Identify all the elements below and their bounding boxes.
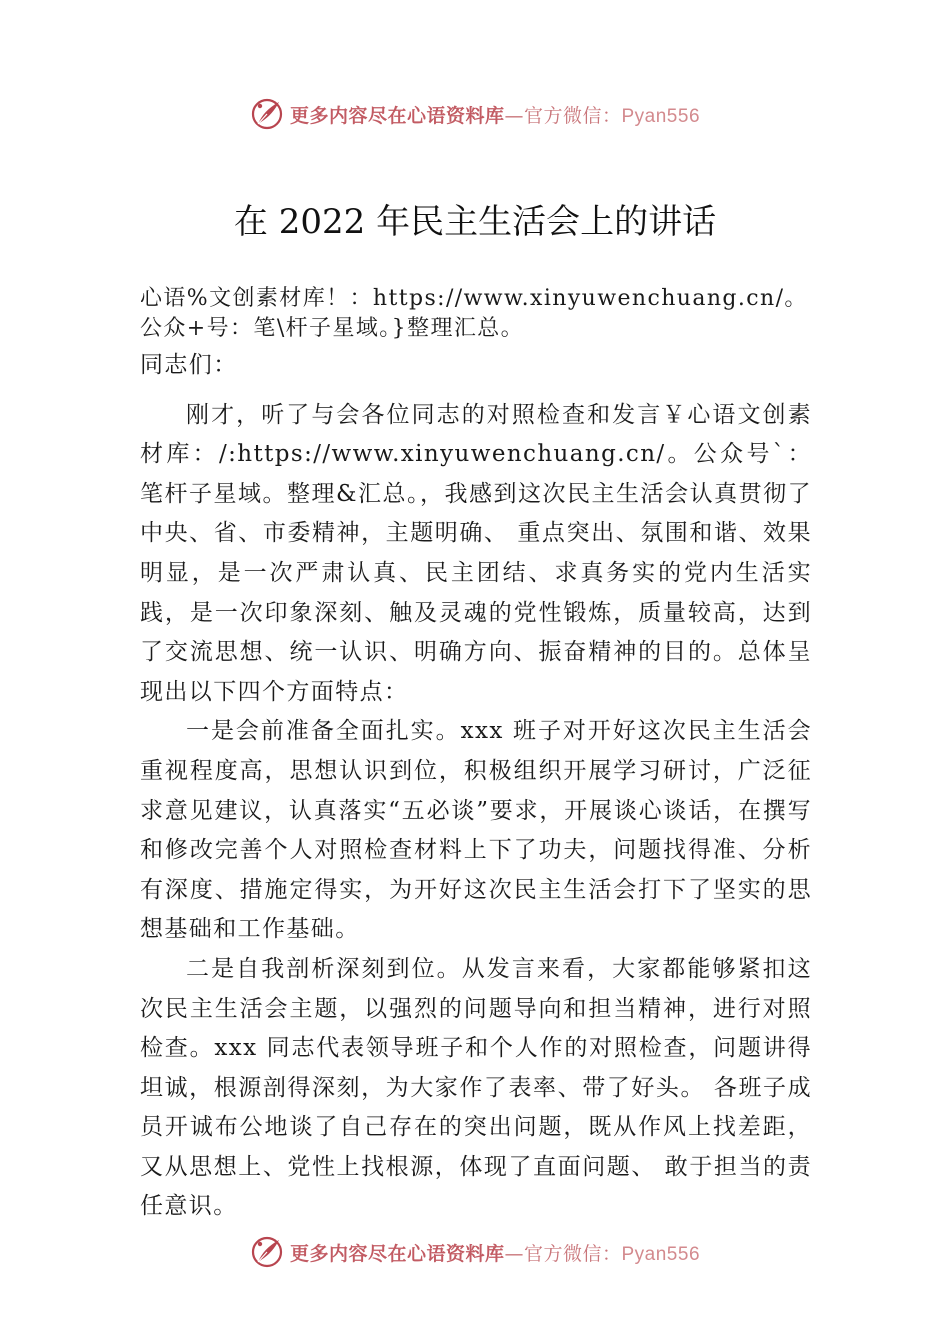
banner-wechat-label: 官方微信： [523, 104, 622, 127]
banner-wechat-id: Pyan556 [621, 1243, 701, 1265]
paragraph-point-one: 一是会前准备全面扎实。xxx 班子对开好这次民主生活会重视程度高，思想认识到位，积极组织开展学习研讨，广泛征求意见建议，认真落实“五必谈”要求，开展谈心谈话，在撰写和修改完善个人对照检查材料上下了功夫，问题找得准、分析有深度、措施定得实，为开好这次民主生活会打下了坚实的思想基础和工作基础。 [140, 718, 812, 943]
source-note: 心语%文创素材库！：https://www.xinyuwenchuang.cn/。公众+号：笔\杆子星域。}整理汇总。 [140, 286, 808, 341]
quill-pen-icon [250, 1235, 284, 1269]
banner-wechat-id: Pyan556 [621, 105, 701, 127]
footer-banner [0, 1230, 950, 1274]
header-banner [0, 92, 950, 136]
banner-wechat-label: 官方微信： [523, 1242, 622, 1265]
banner-text [290, 101, 700, 128]
banner-brand: 更多内容尽在心语资料库 [289, 104, 505, 127]
quill-pen-icon [250, 97, 284, 131]
paragraph-intro: 刚才，听了与会各位同志的对照检查和发言￥心语文创素材库：/:https://www.xinyuwenchuang.cn/。公众号`：笔杆子星域。整理&汇总。，我感到这次民主生活会认真贯彻了中央、省、市委精神，主题明确、 重点突出、氛围和谐、效果明显，是一次严肃认真、民主团结、求真务实的党内生活实践，是一次印象深刻、触及灵魂的党性锻炼，质量较高，达到了交流思想、统一认识、明确方向、振奋精神的目的。总体呈现出以下四个方面特点： [140, 401, 812, 705]
document-title: 在 2022 年民主生活会上的讲话 [233, 202, 717, 242]
banner-dash: — [504, 1242, 524, 1265]
banner-brand: 更多内容尽在心语资料库 [289, 1242, 505, 1265]
paragraph-point-two: 二是自我剖析深刻到位。从发言来看，大家都能够紧扣这次民主生活会主题，以强烈的问题导向和担当精神，进行对照检查。xxx 同志代表领导班子和个人作的对照检查，问题讲得坦诚，根源剖得深刻，为大家作了表率、带了好头。 各班子成员开诚布公地谈了自己存在的突出问题，既从作风上找差距，又从思想上、党性上找根源，体现了直面问题、 敢于担当的责任意识。 [140, 955, 812, 1220]
banner-text [290, 1239, 700, 1266]
document-body [140, 284, 812, 1227]
greeting: 同志们： [140, 352, 238, 378]
banner-dash: — [504, 104, 524, 127]
